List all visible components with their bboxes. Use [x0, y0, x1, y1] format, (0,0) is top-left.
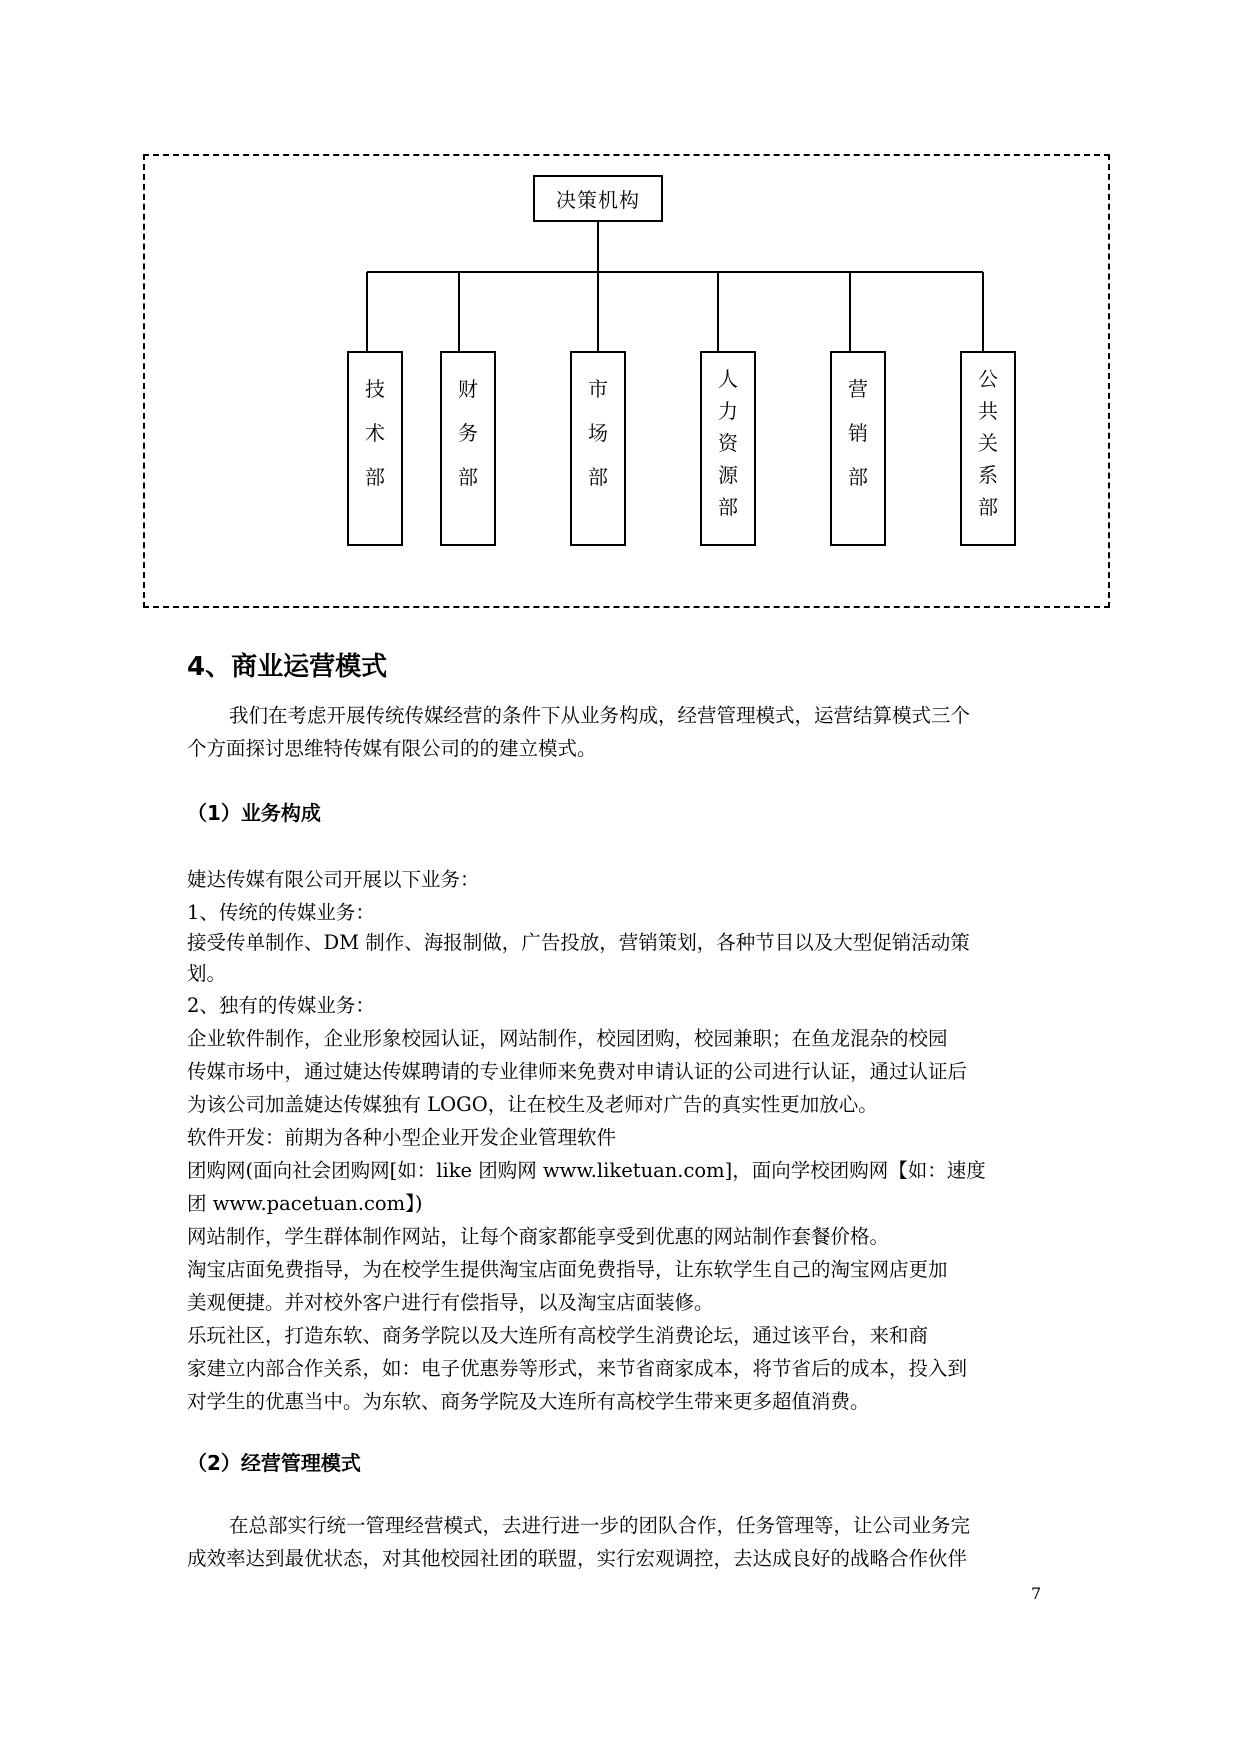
body-line: 对学生的优惠当中。为东软、商务学院及大连所有高校学生带来更多超值消费。 — [187, 1390, 870, 1413]
org-node-decision: 决策机构 — [533, 175, 663, 222]
body-line: 企业软件制作，企业形象校园认证，网站制作，校园团购，校园兼职；在鱼龙混杂的校园 — [187, 1027, 948, 1050]
dept-char: 资 — [718, 431, 738, 455]
dept-char: 力 — [718, 399, 738, 423]
subsection-heading-management: （2）经营管理模式 — [187, 1451, 361, 1475]
dept-char: 术 — [365, 421, 385, 445]
body-line: 美观便捷。并对校外客户进行有偿指导，以及淘宝店面装修。 — [187, 1291, 714, 1314]
dept-char: 部 — [588, 465, 608, 489]
body-line: 2、独有的传媒业务： — [187, 994, 375, 1017]
org-node-finance-dept — [440, 351, 496, 546]
body-line: 网站制作，学生群体制作网站，让每个商家都能享受到优惠的网站制作套餐价格。 — [187, 1225, 890, 1248]
org-node-sales-dept — [830, 351, 886, 546]
dept-char: 场 — [588, 421, 608, 445]
org-node-pr-dept — [960, 351, 1016, 546]
body-line: 婕达传媒有限公司开展以下业务： — [187, 868, 480, 891]
page-number: 7 — [1031, 1584, 1042, 1603]
intro-line-2: 个方面探讨思维特传媒有限公司的的建立模式。 — [187, 737, 597, 760]
dept-char: 务 — [458, 421, 478, 445]
body-line: 家建立内部合作关系，如：电子优惠券等形式，来节省商家成本，将节省后的成本，投入到 — [187, 1357, 968, 1380]
dept-char: 关 — [978, 431, 998, 455]
org-node-tech-dept — [347, 351, 403, 546]
body-line: 传媒市场中，通过婕达传媒聘请的专业律师来免费对申请认证的公司进行认证，通过认证后 — [187, 1060, 968, 1083]
dept-char: 技 — [365, 377, 385, 401]
dept-char: 部 — [718, 495, 738, 519]
body-line: 成效率达到最优状态，对其他校园社团的联盟，实行宏观调控，去达成良好的战略合作伙伴 — [187, 1547, 968, 1570]
body-line: 在总部实行统一管理经营模式，去进行进一步的团队合作，任务管理等，让公司业务完 — [229, 1514, 971, 1537]
subsection-heading-business: （1）业务构成 — [187, 801, 321, 825]
section-heading: 4、商业运营模式 — [187, 652, 388, 682]
body-line: 乐玩社区，打造东软、商务学院以及大连所有高校学生消费论坛，通过该平台，来和商 — [187, 1324, 929, 1347]
dept-char: 系 — [978, 463, 998, 487]
dept-char: 部 — [458, 465, 478, 489]
dept-char: 共 — [978, 399, 998, 423]
dept-char: 营 — [848, 377, 868, 401]
dept-char: 部 — [848, 465, 868, 489]
body-line: 团购网(面向社会团购网[如：like 团购网 www.liketuan.com]，面向学校团购网【如：速度 — [187, 1159, 986, 1182]
dept-char: 销 — [848, 421, 868, 445]
body-line: 淘宝店面免费指导，为在校学生提供淘宝店面免费指导，让东软学生自己的淘宝网店更加 — [187, 1258, 948, 1281]
intro-line-1: 我们在考虑开展传统传媒经营的条件下从业务构成，经营管理模式，运营结算模式三个 — [229, 704, 971, 727]
body-line: 1、传统的传媒业务： — [187, 901, 375, 924]
body-line: 软件开发：前期为各种小型企业开发企业管理软件 — [187, 1126, 617, 1149]
org-node-hr-dept — [700, 351, 756, 546]
body-line: 为该公司加盖婕达传媒独有 LOGO，让在校生及老师对广告的真实性更加放心。 — [187, 1093, 878, 1116]
org-node-market-dept — [570, 351, 626, 546]
dept-char: 财 — [458, 377, 478, 401]
dept-char: 市 — [588, 377, 608, 401]
body-line: 划。 — [187, 962, 227, 985]
dept-char: 部 — [365, 465, 385, 489]
dept-char: 公 — [978, 367, 998, 391]
dept-char: 部 — [978, 495, 998, 519]
body-line: 团 www.pacetuan.com】) — [187, 1192, 423, 1215]
dept-char: 人 — [718, 367, 738, 391]
dept-char: 源 — [718, 463, 738, 487]
body-line: 接受传单制作、DM 制作、海报制做，广告投放，营销策划，各种节目以及大型促销活动策 — [187, 931, 970, 954]
